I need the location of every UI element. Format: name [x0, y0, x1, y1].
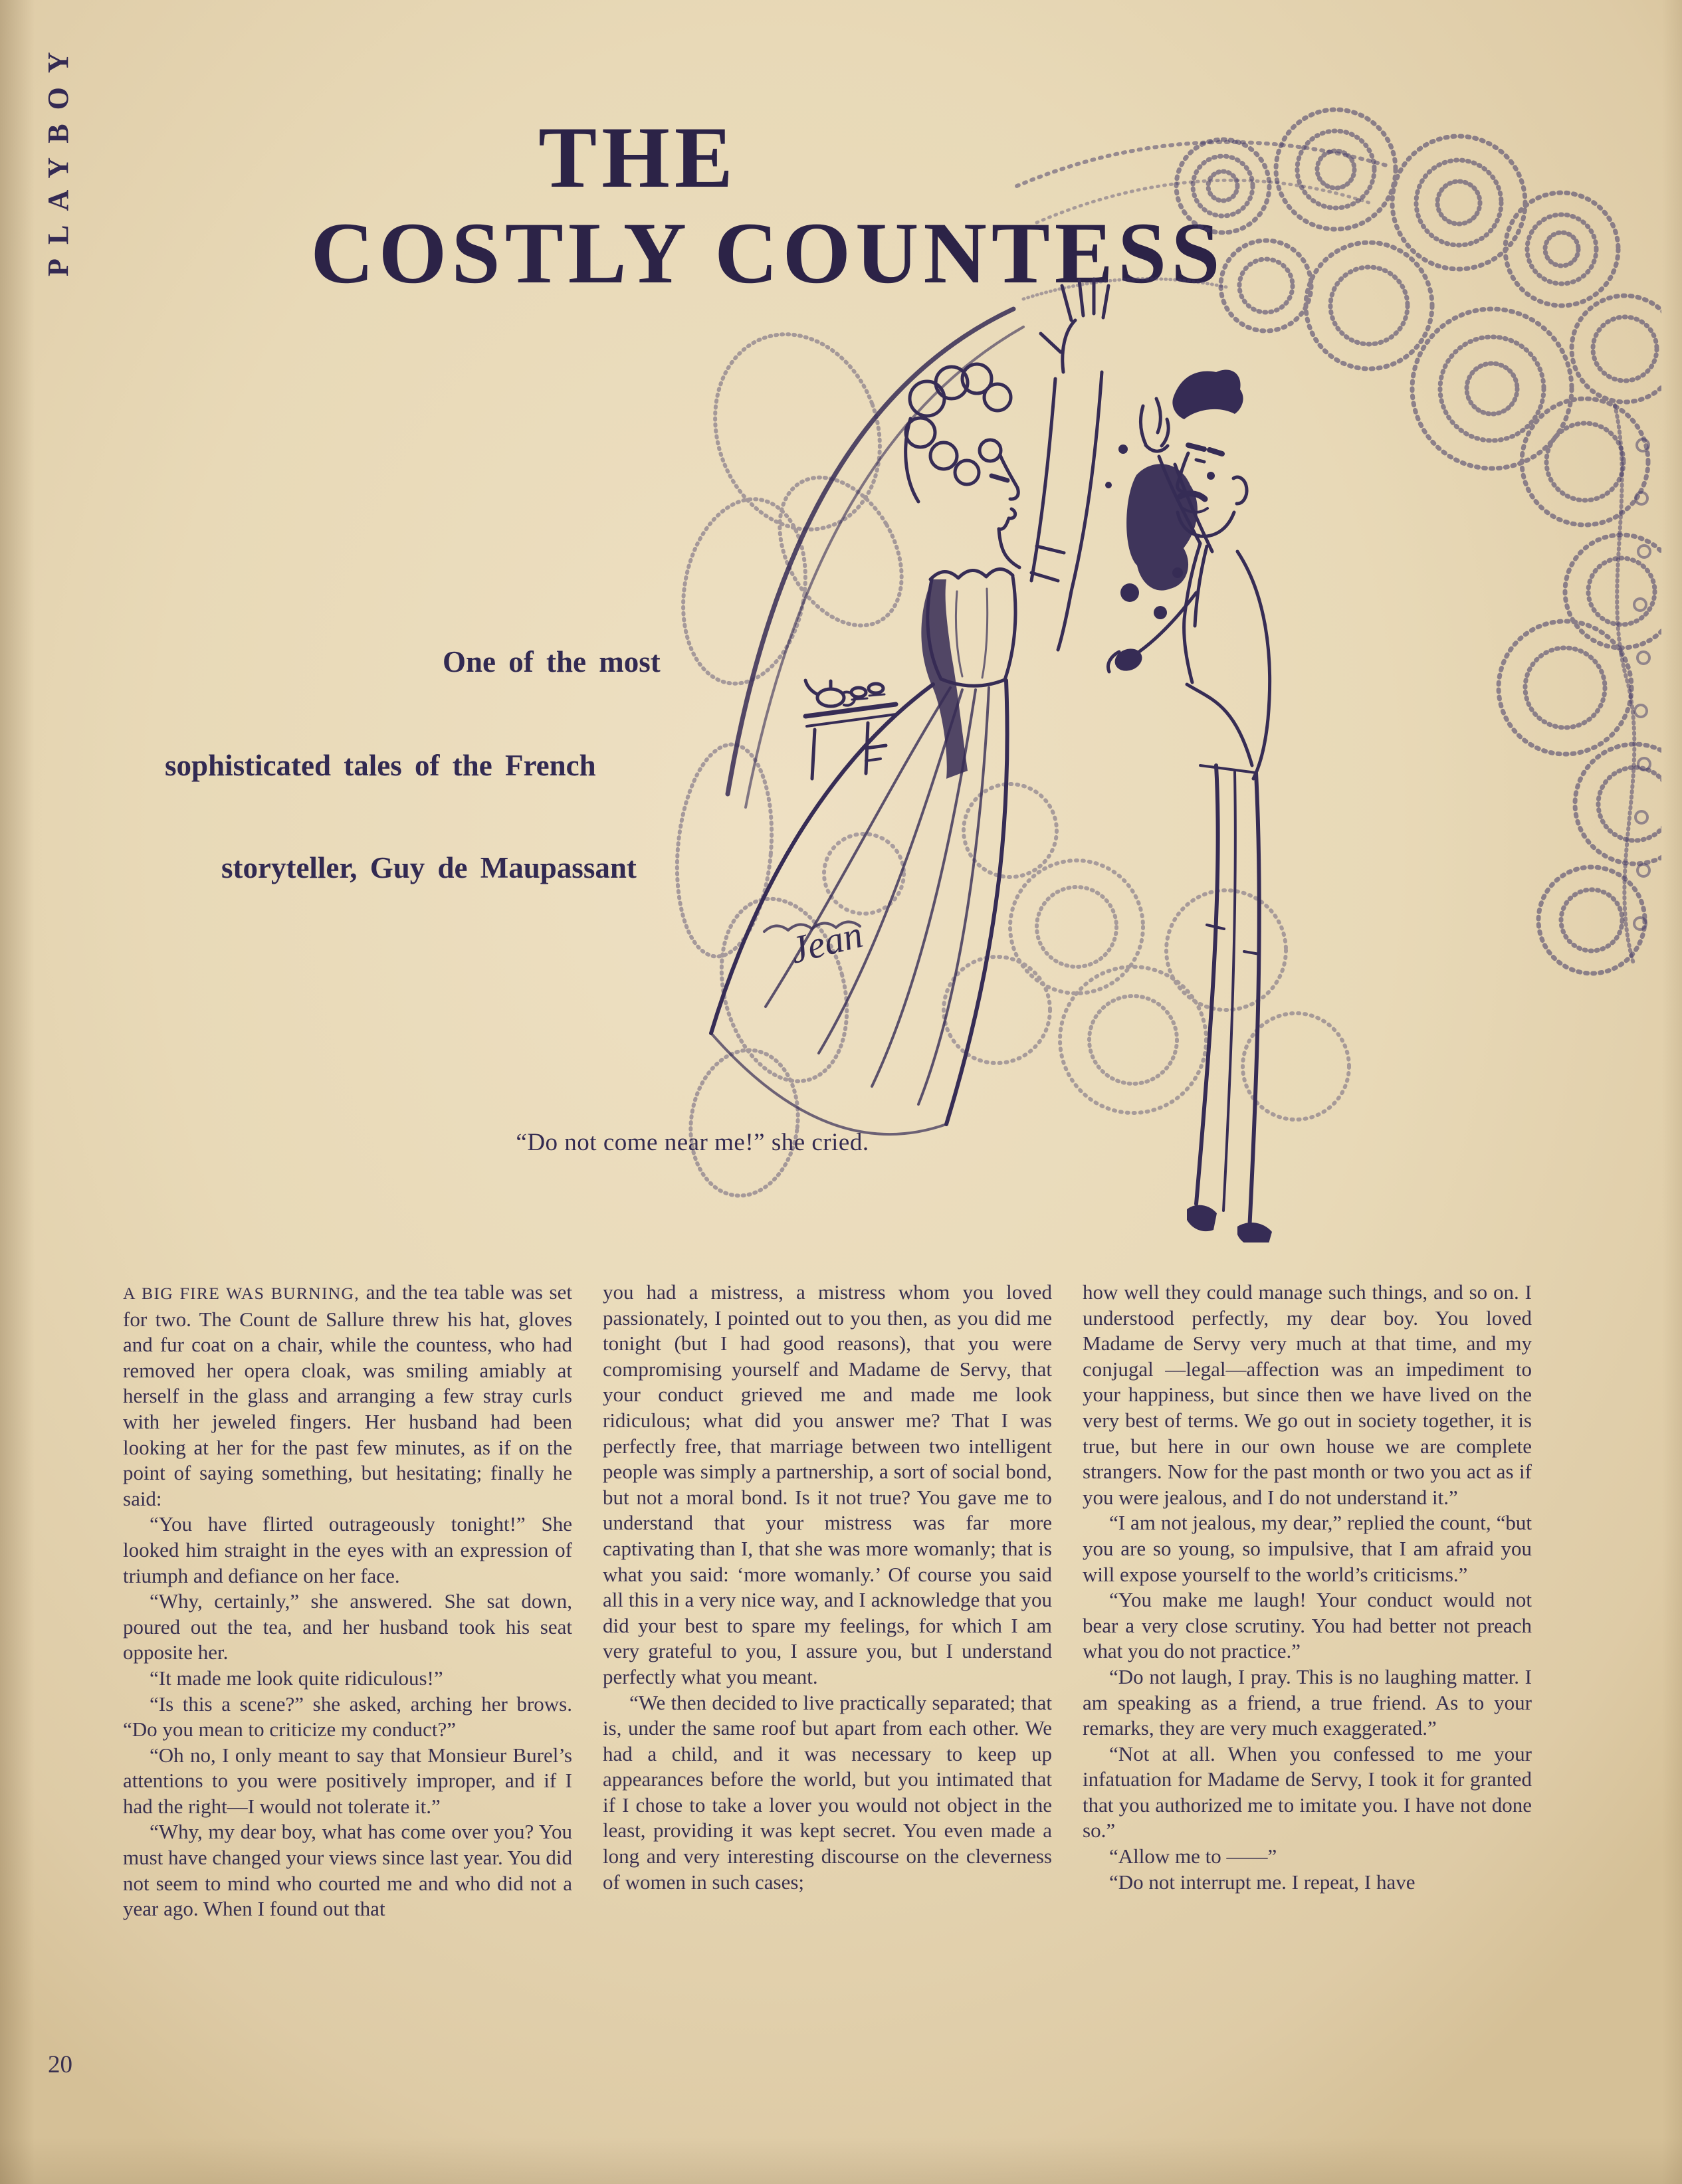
story-paragraph: “Oh no, I only meant to say that Monsieur Burel’s attentions to you were positively improper, and if I had the right—I would not tolerate it.” — [123, 1743, 572, 1818]
story-column — [603, 1280, 1052, 1922]
illustration-caption: “Do not come near me!” she cried. — [516, 1129, 869, 1156]
story-paragraph: “Allow me to ——” — [1109, 1844, 1277, 1868]
story-subtitle-line: storyteller, Guy de Maupassant — [221, 851, 637, 884]
story-paragraph: you had a mistress, a mistress whom you loved passionately, I pointed out to you then, as you did me tonight (but I had good reasons), that you were compromising yourself and Madame de Servy, that your conduct grieved me and made me look ridiculous; what did you answer me? That I was perfectly free, that marriage between two intelligent people was simply a partnership, a sort of social bond, but not a moral bond. Is it not true? You gave me to understand that your mistress was far more captivating than I, that she was more womanly; that is what you said: ‘more womanly.’ Of course you said all this in a very nice way, and I acknowledge that you did your best to spare my feelings, for which I am very grateful to you, I assure you, but I understand perfectly what you meant. — [603, 1280, 1052, 1688]
story-title-line-1: THE — [538, 108, 738, 206]
lead-in-caps: A BIG FIRE WAS BURNING, — [123, 1284, 360, 1303]
story-subtitle-line: One of the most — [443, 645, 661, 678]
story-paragraph: “Do not interrupt me. I repeat, I have — [1109, 1870, 1416, 1894]
story-columns — [123, 1280, 1533, 1922]
story-paragraph: “We then decided to live practically separated; that is, under the same roof but apart from each other. We had a child, and it was necessary to keep up appearances before the world, but you intimated that if I chose to take a lover you would not object in the least, providing it was kept secret. You even made a long and very interesting discourse on the cleverness of women in such cases; — [603, 1690, 1052, 1894]
story-paragraph: “Not at all. When you confessed to me your infatuation for Madame de Servy, I took it for granted that you authorized me to imitate you. I have not done so.” — [1083, 1741, 1532, 1842]
magazine-masthead-vertical: PLAYBOY — [42, 38, 74, 277]
story-paragraph: A BIG FIRE WAS BURNING, and the tea table was set for two. The Count de Sallure threw his hat, gloves and fur coat on a chair, while the countess, who had removed her opera cloak, was smiling amiably at herself in the glass and arranging a few stray curls with her jeweled fingers. Her husband had been looking at her for the past few minutes, as if on the point of saying something, but hesitating; finally he said: — [123, 1280, 572, 1510]
story-illustration — [665, 86, 1661, 1242]
story-column — [123, 1280, 572, 1922]
page-edge-shadow-right — [1662, 0, 1682, 2184]
story-paragraph: “Why, certainly,” she answered. She sat down, poured out the tea, and her husband took his seat opposite her. — [123, 1589, 572, 1664]
story-paragraph: “Do not laugh, I pray. This is no laughing matter. I am speaking as a friend, a true friend. As to your remarks, they are very much exaggerated.” — [1083, 1664, 1532, 1740]
page-number: 20 — [48, 2051, 72, 2078]
illustrator-signature: Jean — [786, 912, 867, 972]
story-column — [1083, 1280, 1532, 1922]
story-paragraph: “Is this a scene?” she asked, arching her brows. “Do you mean to criticize my conduct?” — [123, 1692, 572, 1741]
lace-pattern — [669, 110, 1661, 1203]
story-paragraph: “You have flirted outrageously tonight!” She looked him straight in the eyes with an expression of triumph and defiance on her face. — [123, 1512, 572, 1587]
story-paragraph: “Why, my dear boy, what has come over you? You must have changed your views since last year. You did not seem to mind who courted me and who did not a year ago. When I found out that — [123, 1820, 572, 1921]
woman-figure — [711, 279, 1108, 1134]
story-paragraph: “It made me look quite ridiculous!” — [150, 1666, 443, 1690]
story-paragraph: how well they could manage such things, and so on. I understood perfectly, my dear boy. You loved Madame de Servy very much at that time, and my conjugal —legal—affection was an impediment to your happiness, but since then we have lived on the very best of terms. We go out in society together, it is true, but here in our own house we are complete strangers. Now for the past month or two you act as if you were jealous, and I do not understand it.” — [1083, 1280, 1532, 1509]
story-paragraph: “I am not jealous, my dear,” replied the count, “but you are so young, so impulsive, that I am afraid you will expose yourself to the world’s criticisms.” — [1083, 1511, 1532, 1586]
page-gutter-shadow — [0, 0, 35, 2184]
page-edge-shadow-bottom — [0, 2137, 1682, 2184]
story-title-line-2: COSTLY COUNTESS — [310, 204, 1225, 302]
story-paragraph: “You make me laugh! Your conduct would not bear a very close scrutiny. You had better not preach what you do not practice.” — [1083, 1588, 1532, 1663]
story-subtitle-line: sophisticated tales of the French — [165, 749, 596, 782]
